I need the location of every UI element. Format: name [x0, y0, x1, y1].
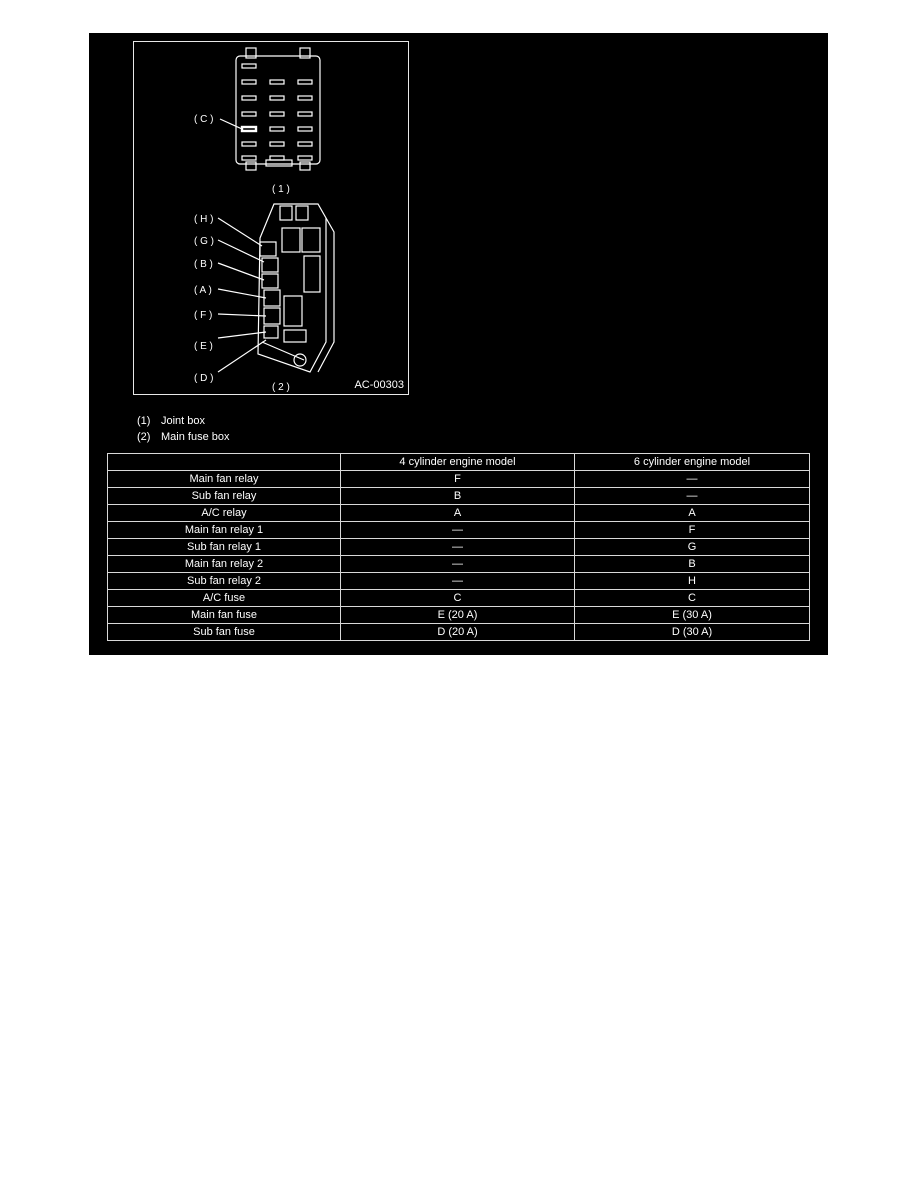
table-cell: —	[575, 488, 810, 505]
callout-c: ( C )	[194, 114, 214, 125]
figure-id: AC-00303	[354, 379, 404, 391]
table-cell: F	[575, 522, 810, 539]
table-cell: Main fan relay 1	[108, 522, 341, 539]
table-cell: F	[341, 471, 575, 488]
caption-main-fuse-box: ( 2 )	[272, 382, 290, 393]
table-cell: C	[341, 590, 575, 607]
fuse-box-diagram	[133, 41, 409, 395]
legend-item	[137, 429, 229, 445]
table-cell: E (20 A)	[341, 607, 575, 624]
legend-label: Joint box	[161, 415, 206, 427]
table-cell: Sub fan relay 1	[108, 539, 341, 556]
fuse-e	[264, 326, 278, 338]
table-cell: Sub fan relay	[108, 488, 341, 505]
table-cell: Sub fan fuse	[108, 624, 341, 641]
table-cell: A	[575, 505, 810, 522]
table-cell: B	[575, 556, 810, 573]
table-cell: A	[341, 505, 575, 522]
table-cell: —	[341, 539, 575, 556]
callout-d: ( D )	[194, 373, 214, 384]
table-cell: B	[341, 488, 575, 505]
table-row	[108, 471, 810, 488]
legend-number: (2)	[137, 431, 151, 443]
fuse-box-illustration	[134, 42, 410, 396]
table-row	[108, 607, 810, 624]
joint-box-outline	[236, 56, 320, 164]
table-row	[108, 624, 810, 641]
document-panel	[89, 33, 828, 655]
table-cell: —	[575, 471, 810, 488]
table-cell: A/C fuse	[108, 590, 341, 607]
relay-a	[264, 290, 280, 306]
table-cell: Main fan relay 2	[108, 556, 341, 573]
table-row	[108, 573, 810, 590]
table-cell: H	[575, 573, 810, 590]
legend-label: Main fuse box	[161, 431, 230, 443]
callout-f: ( F )	[194, 310, 213, 321]
relay-b	[262, 274, 278, 288]
table-row	[108, 590, 810, 607]
callout-h: ( H )	[194, 214, 214, 225]
header-cell	[108, 454, 341, 471]
callout-b: ( B )	[194, 259, 213, 270]
relay-fuse-table	[107, 453, 810, 641]
table-row	[108, 539, 810, 556]
header-cell: 6 cylinder engine model	[575, 454, 810, 471]
relay-g	[262, 258, 278, 272]
table-cell: C	[575, 590, 810, 607]
table-header-row	[108, 454, 810, 471]
callout-g: ( G )	[194, 236, 214, 247]
table-row	[108, 488, 810, 505]
table-cell: —	[341, 573, 575, 590]
table-cell: Main fan relay	[108, 471, 341, 488]
table-row	[108, 556, 810, 573]
table-row	[108, 522, 810, 539]
table-cell: A/C relay	[108, 505, 341, 522]
relay-h	[260, 242, 276, 256]
fuse-c-slot	[242, 127, 256, 131]
header-cell: 4 cylinder engine model	[341, 454, 575, 471]
table-cell: —	[341, 522, 575, 539]
relay-f	[264, 308, 280, 324]
table-cell: D (20 A)	[341, 624, 575, 641]
table-cell: E (30 A)	[575, 607, 810, 624]
table-cell: Sub fan relay 2	[108, 573, 341, 590]
table-cell: G	[575, 539, 810, 556]
table-row	[108, 505, 810, 522]
legend-item	[137, 413, 229, 429]
legend-number: (1)	[137, 415, 151, 427]
callout-e: ( E )	[194, 341, 213, 352]
table-cell: —	[341, 556, 575, 573]
table-cell: Main fan fuse	[108, 607, 341, 624]
legend	[137, 413, 229, 445]
table-cell: D (30 A)	[575, 624, 810, 641]
caption-joint-box: ( 1 )	[272, 184, 290, 195]
callout-a: ( A )	[194, 285, 212, 296]
